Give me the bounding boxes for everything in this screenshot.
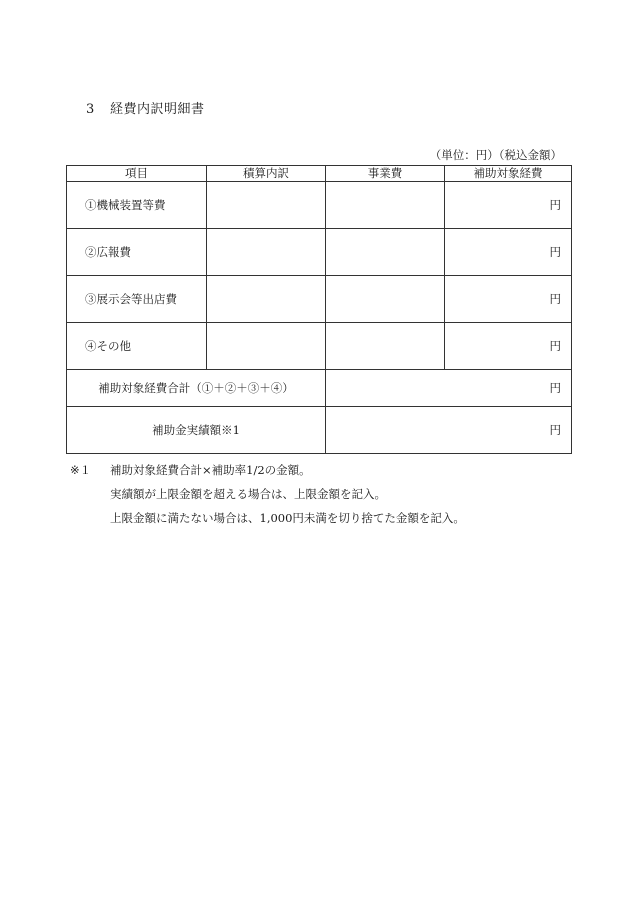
footnotes xyxy=(70,462,570,534)
row-label: ④その他 xyxy=(67,323,207,370)
footnote-mark: ※１ xyxy=(70,463,92,477)
row-label: ②広報費 xyxy=(67,229,207,276)
row-label: ③展示会等出店費 xyxy=(67,276,207,323)
section-heading xyxy=(86,98,205,117)
total-label: 補助対象経費合計（①＋②＋③＋④） xyxy=(67,370,326,407)
section-number: 3 xyxy=(86,102,95,117)
table-row xyxy=(67,323,572,370)
eligible-cell[interactable]: 円 xyxy=(445,276,572,323)
table-row xyxy=(67,182,572,229)
cost-cell[interactable] xyxy=(326,323,445,370)
breakdown-cell[interactable] xyxy=(207,182,326,229)
breakdown-cell[interactable] xyxy=(207,276,326,323)
header-eligible: 補助対象経費 xyxy=(445,166,572,182)
grant-row xyxy=(67,407,572,454)
cost-cell[interactable] xyxy=(326,182,445,229)
expense-table xyxy=(66,165,572,454)
section-title: 経費内訳明細書 xyxy=(110,102,205,117)
grant-label: 補助金実績額※1 xyxy=(67,407,326,454)
header-breakdown: 積算内訳 xyxy=(207,166,326,182)
total-value-cell[interactable]: 円 xyxy=(326,370,572,407)
table-row xyxy=(67,229,572,276)
unit-note: （単位：円）（税込金額） xyxy=(429,148,562,162)
header-item: 項目 xyxy=(67,166,207,182)
table-header-row xyxy=(67,166,572,182)
breakdown-cell[interactable] xyxy=(207,323,326,370)
breakdown-cell[interactable] xyxy=(207,229,326,276)
grant-value-cell[interactable]: 円 xyxy=(326,407,572,454)
table-row xyxy=(67,276,572,323)
header-cost: 事業費 xyxy=(326,166,445,182)
cost-cell[interactable] xyxy=(326,276,445,323)
footnote-text: 上限金額に満たない場合は、1,000円未満を切り捨てた金額を記入。 xyxy=(110,511,465,525)
footnote-line xyxy=(70,462,570,486)
total-row xyxy=(67,370,572,407)
footnote-line xyxy=(70,510,570,534)
row-label: ①機械装置等費 xyxy=(67,182,207,229)
eligible-cell[interactable]: 円 xyxy=(445,323,572,370)
eligible-cell[interactable]: 円 xyxy=(445,229,572,276)
footnote-text: 実績額が上限金額を超える場合は、上限金額を記入。 xyxy=(110,487,386,501)
footnote-line xyxy=(70,486,570,510)
eligible-cell[interactable]: 円 xyxy=(445,182,572,229)
footnote-text: 補助対象経費合計×補助率1/2の金額。 xyxy=(110,463,311,477)
cost-cell[interactable] xyxy=(326,229,445,276)
